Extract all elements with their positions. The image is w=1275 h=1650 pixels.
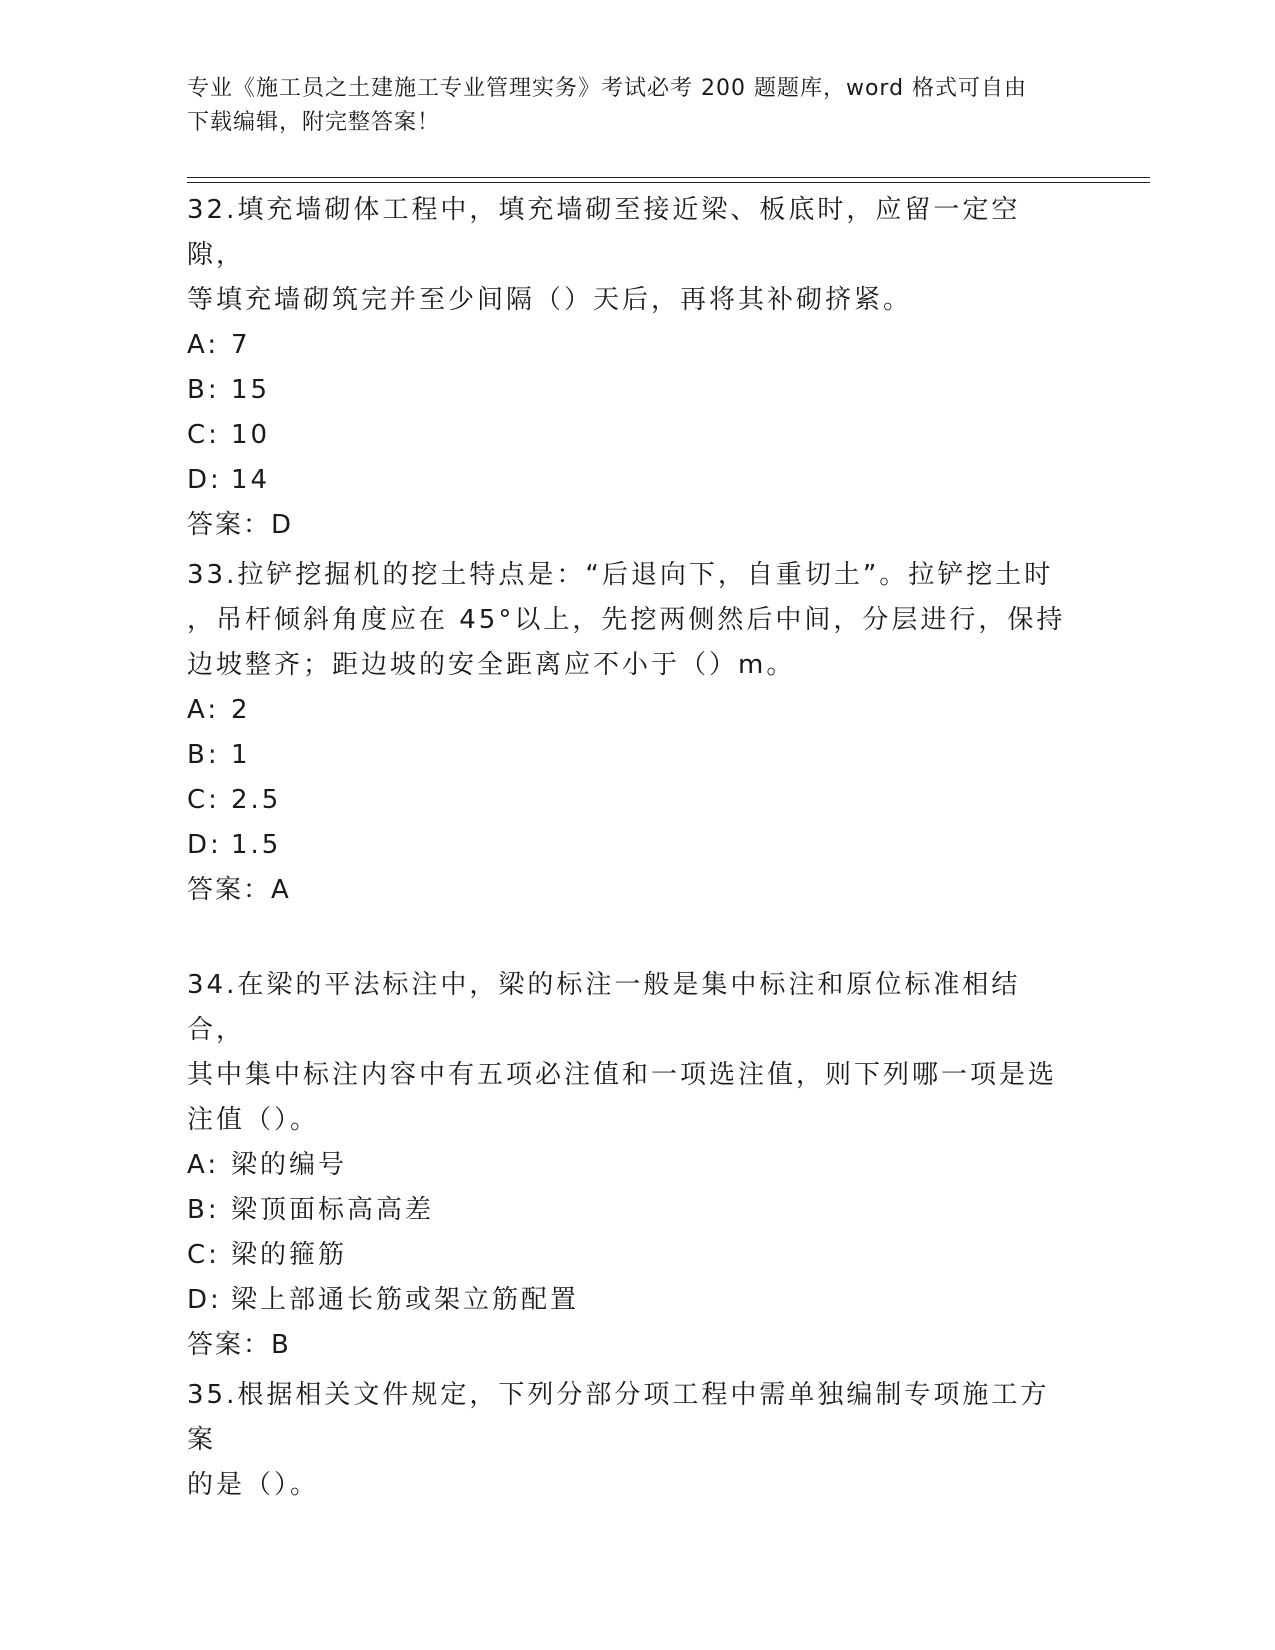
option-b — [187, 368, 1067, 413]
option-letter: B: — [187, 375, 220, 405]
question-35 — [187, 1373, 1067, 1508]
question-text-line: 等填充墙砌筑完并至少间隔（）天后，再将其补砌挤紧。 — [187, 285, 913, 315]
question-text-line: ，吊杆倾斜角度应在 45°以上，先挖两侧然后中间，分层进行，保持 — [187, 605, 1066, 635]
question-text-line: 32.填充墙砌体工程中，填充墙砌至接近梁、板底时，应留一定空隙， — [187, 195, 1021, 270]
option-a — [187, 323, 1067, 368]
header-rule-bottom — [187, 182, 1150, 183]
question-text-line: 的是（）。 — [187, 1470, 320, 1500]
question-34 — [187, 963, 1067, 1368]
option-letter: D: — [187, 465, 222, 495]
answer: 答案：D — [187, 510, 294, 540]
option-letter: B: — [187, 740, 220, 770]
option-letter: D: — [187, 1285, 222, 1315]
header-line: 下载编辑，附完整答案！ — [187, 110, 441, 135]
option-d — [187, 1278, 1067, 1323]
option-c — [187, 1233, 1067, 1278]
answer: 答案：A — [187, 875, 291, 905]
option-b — [187, 733, 1067, 778]
option-text: 梁顶面标高高差 — [231, 1195, 435, 1225]
option-letter: A: — [187, 1150, 220, 1180]
option-letter: C: — [187, 1240, 220, 1270]
option-text: 2.5 — [231, 785, 282, 815]
document-header — [187, 72, 1067, 140]
question-32 — [187, 188, 1067, 548]
option-letter: C: — [187, 785, 220, 815]
option-text: 15 — [231, 375, 271, 405]
question-text-line: 边坡整齐；距边坡的安全距离应不小于（）m。 — [187, 650, 796, 680]
option-letter: D: — [187, 830, 222, 860]
option-d — [187, 458, 1067, 503]
option-text: 梁的箍筋 — [231, 1240, 348, 1270]
option-text: 14 — [231, 465, 271, 495]
question-text-line: 注值（）。 — [187, 1105, 320, 1135]
option-text: 7 — [231, 330, 251, 360]
option-letter: B: — [187, 1195, 220, 1225]
question-text-line: 其中集中标注内容中有五项必注值和一项选注值，则下列哪一项是选 — [187, 1060, 1058, 1090]
question-33 — [187, 553, 1067, 913]
option-text: 10 — [231, 420, 271, 450]
header-rule-top — [187, 177, 1150, 178]
option-d — [187, 823, 1067, 868]
answer: 答案：B — [187, 1330, 291, 1360]
question-text-line: 33.拉铲挖掘机的挖土特点是：“后退向下，自重切土”。拉铲挖土时 — [187, 560, 1054, 590]
option-text: 梁的编号 — [231, 1150, 348, 1180]
option-text: 2 — [231, 695, 251, 725]
option-text: 1 — [231, 740, 251, 770]
option-c — [187, 778, 1067, 823]
option-letter: C: — [187, 420, 220, 450]
question-text-line: 34.在梁的平法标注中，梁的标注一般是集中标注和原位标准相结合， — [187, 970, 1021, 1045]
option-a — [187, 1143, 1067, 1188]
header-line: 专业《施工员之土建施工专业管理实务》考试必考 200 题题库，word 格式可自由 — [187, 76, 1028, 101]
option-text: 梁上部通长筋或架立筋配置 — [231, 1285, 580, 1315]
option-c — [187, 413, 1067, 458]
option-letter: A: — [187, 330, 220, 360]
option-text: 1.5 — [231, 830, 282, 860]
option-b — [187, 1188, 1067, 1233]
option-letter: A: — [187, 695, 220, 725]
option-a — [187, 688, 1067, 733]
question-text-line: 35.根据相关文件规定，下列分部分项工程中需单独编制专项施工方案 — [187, 1380, 1050, 1455]
